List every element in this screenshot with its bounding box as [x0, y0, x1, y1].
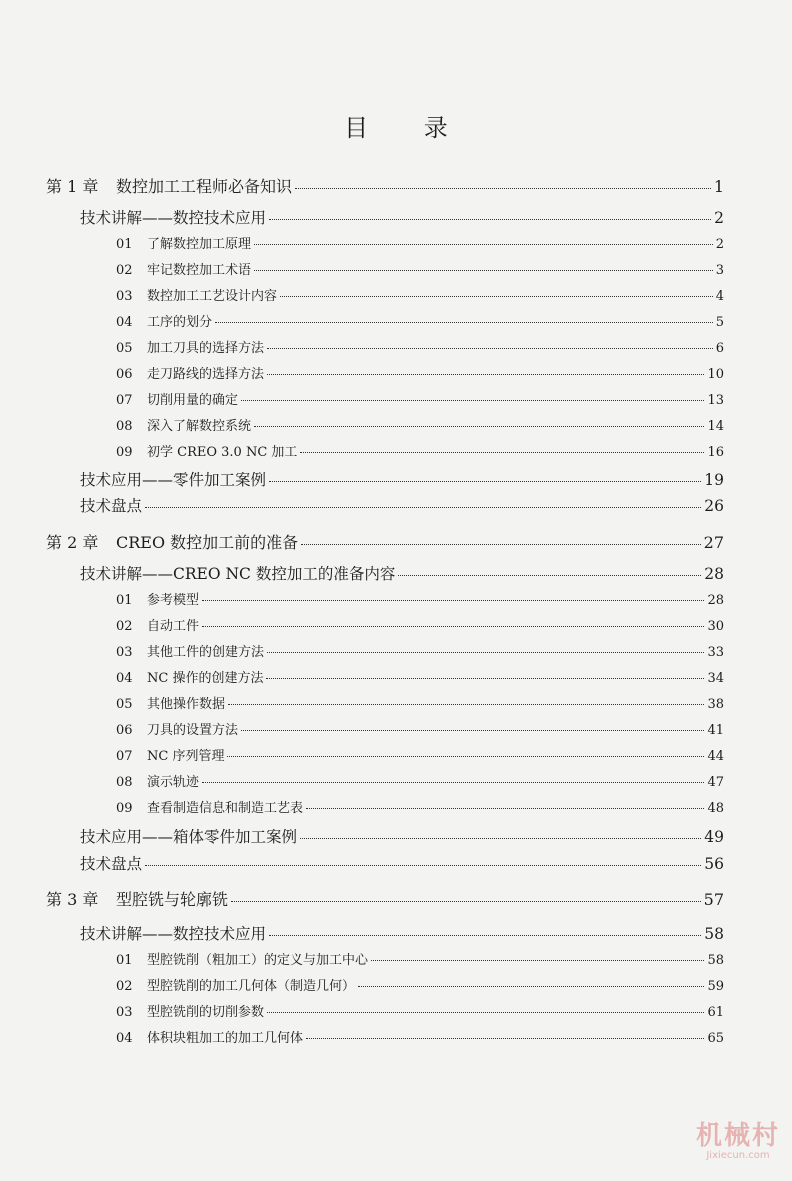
page-number: 56 — [704, 855, 724, 873]
item-title: 切削用量的确定 — [147, 393, 239, 408]
dot-leader — [145, 507, 701, 508]
dot-leader — [215, 322, 713, 323]
dot-leader — [254, 244, 713, 245]
section-title: 技术应用——箱体零件加工案例 — [80, 828, 298, 846]
page-number: 30 — [707, 619, 724, 634]
toc-section-row[interactable] — [80, 206, 724, 228]
item-label — [116, 797, 303, 816]
page-number: 3 — [715, 263, 724, 278]
page-number: 4 — [715, 289, 724, 304]
item-label — [116, 389, 238, 408]
dot-leader — [295, 188, 711, 189]
item-number: 02 — [116, 979, 133, 994]
chapter-number: 第 2 章 — [46, 533, 99, 552]
toc-item-row[interactable] — [116, 1027, 724, 1046]
item-label — [116, 719, 238, 738]
dot-leader — [269, 481, 701, 482]
item-title: 数控加工工艺设计内容 — [147, 289, 278, 304]
section-title: 技术应用——零件加工案例 — [80, 471, 267, 489]
item-title: NC 操作的创建方法 — [147, 671, 264, 686]
page-number: 10 — [707, 367, 724, 382]
item-label — [116, 311, 212, 330]
item-title: 其他操作数据 — [147, 697, 226, 712]
dot-leader — [269, 219, 711, 220]
page-number: 61 — [707, 1005, 724, 1020]
item-title: 初学 CREO 3.0 NC 加工 — [147, 445, 298, 460]
item-title: 工序的划分 — [147, 315, 213, 330]
page-number: 58 — [707, 953, 724, 968]
toc-section-row[interactable] — [80, 562, 724, 584]
section-title: 技术盘点 — [80, 497, 143, 515]
page-number: 6 — [715, 341, 724, 356]
toc-section-row[interactable] — [80, 852, 724, 874]
dot-leader — [202, 600, 704, 601]
item-number: 09 — [116, 445, 133, 460]
dot-leader — [228, 704, 704, 705]
toc-chapter-row[interactable] — [46, 887, 724, 910]
item-title: 型腔铣削（粗加工）的定义与加工中心 — [147, 953, 369, 968]
toc-item-row[interactable] — [116, 745, 724, 764]
item-title: 型腔铣削的加工几何体（制造几何） — [147, 979, 356, 994]
item-label — [116, 667, 263, 686]
item-label — [116, 363, 264, 382]
toc-chapter-row[interactable] — [46, 530, 724, 553]
item-number: 04 — [116, 671, 133, 686]
dot-leader — [267, 1012, 704, 1013]
item-label — [116, 949, 368, 968]
dot-leader — [267, 652, 704, 653]
toc-item-row[interactable] — [116, 389, 724, 408]
item-title: 加工刀具的选择方法 — [147, 341, 265, 356]
page-number: 16 — [707, 445, 724, 460]
toc-item-row[interactable] — [116, 615, 724, 634]
item-number: 03 — [116, 645, 133, 660]
item-title: 深入了解数控系统 — [147, 419, 252, 434]
dot-leader — [358, 986, 704, 987]
page-number: 59 — [707, 979, 724, 994]
chapter-label — [46, 887, 228, 910]
item-title: 牢记数控加工术语 — [147, 263, 252, 278]
page-number: 27 — [703, 533, 724, 552]
toc-item-row[interactable] — [116, 771, 724, 790]
dot-leader — [231, 901, 701, 902]
chapter-label — [46, 530, 298, 553]
dot-leader — [267, 348, 713, 349]
item-number: 04 — [116, 315, 133, 330]
page-number: 41 — [707, 723, 724, 738]
dot-leader — [202, 782, 704, 783]
item-title: 演示轨迹 — [147, 775, 200, 790]
page-number: 5 — [715, 315, 724, 330]
page-number: 48 — [707, 801, 724, 816]
toc-section-row[interactable] — [80, 494, 724, 516]
item-number: 05 — [116, 697, 133, 712]
item-number: 01 — [116, 593, 133, 608]
section-title: 技术讲解——数控技术应用 — [80, 209, 267, 227]
item-label — [116, 975, 355, 994]
dot-leader — [301, 544, 700, 545]
page-number: 2 — [714, 209, 724, 227]
toc-section-row[interactable] — [80, 468, 724, 490]
toc-item-row[interactable] — [116, 949, 724, 968]
toc-item-row[interactable] — [116, 259, 724, 278]
dot-leader — [241, 400, 704, 401]
toc-section-row[interactable] — [80, 825, 724, 847]
item-number: 07 — [116, 749, 133, 764]
dot-leader — [266, 678, 704, 679]
dot-leader — [254, 270, 713, 271]
toc-item-row[interactable] — [116, 337, 724, 356]
dot-leader — [300, 452, 704, 453]
toc-item-row[interactable] — [116, 363, 724, 382]
toc-item-row[interactable] — [116, 975, 724, 994]
item-number: 03 — [116, 289, 133, 304]
item-number: 06 — [116, 723, 133, 738]
item-label — [116, 441, 297, 460]
toc-item-row[interactable] — [116, 667, 724, 686]
page-number: 28 — [707, 593, 724, 608]
toc-section-row[interactable] — [80, 922, 724, 944]
item-label — [116, 1001, 264, 1020]
site-watermark — [696, 1115, 780, 1161]
page-title: 目 录 — [344, 114, 472, 142]
page-number: 1 — [713, 177, 724, 196]
item-title: 自动工件 — [147, 619, 200, 634]
toc-item-row[interactable] — [116, 415, 724, 434]
dot-leader — [202, 626, 704, 627]
item-label — [116, 641, 264, 660]
dot-leader — [267, 374, 704, 375]
item-label — [116, 693, 225, 712]
item-number: 02 — [116, 619, 133, 634]
item-number: 08 — [116, 419, 133, 434]
chapter-title: 型腔铣与轮廓铣 — [116, 890, 229, 909]
dot-leader — [269, 935, 701, 936]
dot-leader — [398, 575, 701, 576]
item-number: 08 — [116, 775, 133, 790]
item-label — [116, 589, 199, 608]
toc-item-row[interactable] — [116, 1001, 724, 1020]
page-number: 26 — [704, 497, 724, 515]
dot-leader — [300, 838, 701, 839]
item-title: NC 序列管理 — [147, 749, 225, 764]
item-number: 03 — [116, 1005, 133, 1020]
chapter-title: 数控加工工程师必备知识 — [116, 177, 293, 196]
toc-item-row[interactable] — [116, 441, 724, 460]
dot-leader — [254, 426, 704, 427]
chapter-title: CREO 数控加工前的准备 — [116, 533, 299, 552]
item-title: 查看制造信息和制造工艺表 — [147, 801, 304, 816]
toc-item-row[interactable] — [116, 719, 724, 738]
item-title: 刀具的设置方法 — [147, 723, 239, 738]
item-label — [116, 337, 264, 356]
section-title: 技术盘点 — [80, 855, 143, 873]
section-title: 技术讲解——数控技术应用 — [80, 925, 267, 943]
item-title: 走刀路线的选择方法 — [147, 367, 265, 382]
page-number: 28 — [704, 565, 724, 583]
item-title: 型腔铣削的切削参数 — [147, 1005, 265, 1020]
dot-leader — [371, 960, 704, 961]
toc-item-row[interactable] — [116, 285, 724, 304]
page-number: 13 — [707, 393, 724, 408]
item-number: 02 — [116, 263, 133, 278]
dot-leader — [145, 865, 701, 866]
page-number: 44 — [707, 749, 724, 764]
item-number: 07 — [116, 393, 133, 408]
dot-leader — [241, 730, 704, 731]
item-label — [116, 259, 251, 278]
item-label — [116, 233, 251, 252]
dot-leader — [306, 1038, 704, 1039]
item-label — [116, 285, 277, 304]
chapter-number: 第 3 章 — [46, 890, 99, 909]
section-title: 技术讲解——CREO NC 数控加工的准备内容 — [80, 565, 396, 583]
page-number: 38 — [707, 697, 724, 712]
item-number: 01 — [116, 237, 133, 252]
item-title: 了解数控加工原理 — [147, 237, 252, 252]
toc-item-row[interactable] — [116, 693, 724, 712]
page-number: 2 — [715, 237, 724, 252]
page-number: 34 — [707, 671, 724, 686]
page-number: 49 — [704, 828, 724, 846]
page-number: 57 — [703, 890, 724, 909]
item-number: 09 — [116, 801, 133, 816]
item-label — [116, 1027, 303, 1046]
chapter-number: 第 1 章 — [46, 177, 99, 196]
item-number: 05 — [116, 341, 133, 356]
toc-item-row[interactable] — [116, 641, 724, 660]
toc-item-row[interactable] — [116, 797, 724, 816]
toc-item-row[interactable] — [116, 589, 724, 608]
item-title: 体积块粗加工的加工几何体 — [147, 1031, 304, 1046]
page-number: 19 — [704, 471, 724, 489]
item-label — [116, 615, 199, 634]
item-label — [116, 415, 251, 434]
item-number: 04 — [116, 1031, 133, 1046]
dot-leader — [306, 808, 704, 809]
page-number: 58 — [704, 925, 724, 943]
page-number: 33 — [707, 645, 724, 660]
page-number: 14 — [707, 419, 724, 434]
dot-leader — [280, 296, 713, 297]
item-label — [116, 745, 224, 764]
item-title: 参考模型 — [147, 593, 200, 608]
item-number: 06 — [116, 367, 133, 382]
item-label — [116, 771, 199, 790]
toc-chapter-row[interactable] — [46, 174, 724, 197]
watermark-logo-text: 机械村 — [695, 1121, 780, 1151]
toc-item-row[interactable] — [116, 233, 724, 252]
watermark-url: Jixiecun.com — [706, 1150, 770, 1161]
toc-item-row[interactable] — [116, 311, 724, 330]
chapter-label — [46, 174, 292, 197]
item-number: 01 — [116, 953, 133, 968]
dot-leader — [227, 756, 704, 757]
page-number: 47 — [707, 775, 724, 790]
item-title: 其他工件的创建方法 — [147, 645, 265, 660]
page-number: 65 — [707, 1031, 724, 1046]
